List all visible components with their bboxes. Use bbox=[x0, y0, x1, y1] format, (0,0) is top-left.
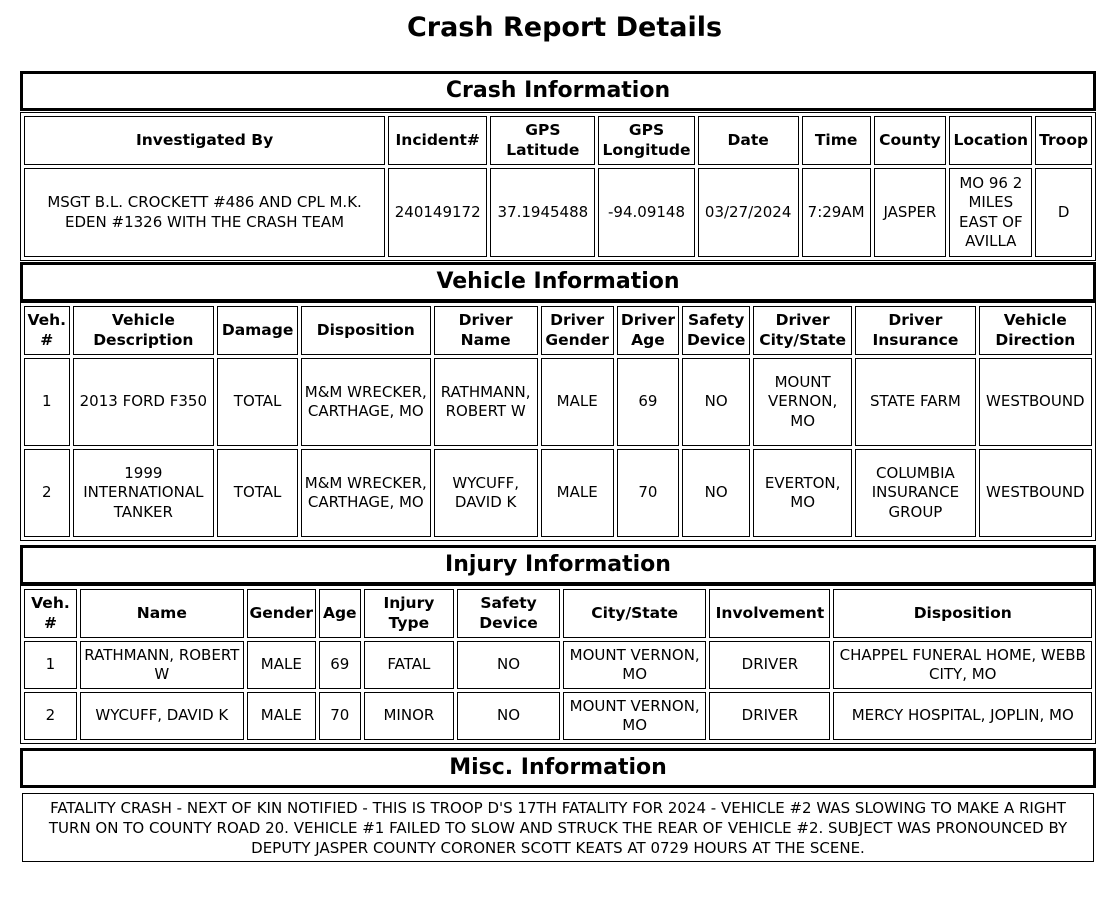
crash-information-table bbox=[20, 112, 1096, 261]
header-vehicle-description: Vehicle Description bbox=[73, 306, 215, 355]
header-age: Age bbox=[319, 589, 361, 638]
county-value: JASPER bbox=[874, 168, 947, 257]
table-header-row bbox=[24, 306, 1092, 355]
person-name: RATHMANN, ROBERT W bbox=[80, 641, 244, 689]
veh-number: 1 bbox=[24, 641, 77, 689]
city-state: MOUNT VERNON, MO bbox=[563, 692, 706, 740]
table-header-row bbox=[24, 116, 1092, 165]
table-row bbox=[24, 641, 1092, 689]
driver-gender: MALE bbox=[541, 358, 614, 446]
troop-value: D bbox=[1035, 168, 1092, 257]
header-name: Name bbox=[80, 589, 244, 638]
header-driver-gender: Driver Gender bbox=[541, 306, 614, 355]
table-row bbox=[24, 358, 1092, 446]
safety-device: NO bbox=[682, 449, 750, 537]
city-state: MOUNT VERNON, MO bbox=[563, 641, 706, 689]
header-driver-age: Driver Age bbox=[617, 306, 680, 355]
header-date: Date bbox=[698, 116, 799, 165]
disposition: CHAPPEL FUNERAL HOME, WEBB CITY, MO bbox=[833, 641, 1092, 689]
disposition: M&M WRECKER, CARTHAGE, MO bbox=[301, 358, 430, 446]
header-city-state: City/State bbox=[563, 589, 706, 638]
header-investigated-by: Investigated By bbox=[24, 116, 385, 165]
safety-device: NO bbox=[457, 641, 560, 689]
injury-information-table bbox=[20, 585, 1096, 744]
misc-information-heading: Misc. Information bbox=[20, 748, 1096, 788]
vehicle-direction: WESTBOUND bbox=[979, 449, 1092, 537]
disposition: MERCY HOSPITAL, JOPLIN, MO bbox=[833, 692, 1092, 740]
page-title: Crash Report Details bbox=[406, 12, 723, 43]
driver-insurance: STATE FARM bbox=[855, 358, 975, 446]
time-value: 7:29AM bbox=[802, 168, 871, 257]
driver-age: 70 bbox=[617, 449, 680, 537]
vehicle-description: 2013 FORD F350 bbox=[73, 358, 215, 446]
table-row bbox=[24, 692, 1092, 740]
safety-device: NO bbox=[457, 692, 560, 740]
vehicle-description: 1999 INTERNATIONAL TANKER bbox=[73, 449, 215, 537]
age: 70 bbox=[319, 692, 361, 740]
header-disposition: Disposition bbox=[833, 589, 1092, 638]
veh-number: 2 bbox=[24, 449, 70, 537]
misc-information-text: FATALITY CRASH - NEXT OF KIN NOTIFIED - THIS IS TROOP D'S 17TH FATALITY FOR 2024 - VEHICLE #2 WAS SLOWING TO MAKE A RIGHT TURN ON TO COUNTY ROAD 20. VEHICLE #1 FAILED TO SLOW AND STRUCK THE REAR OF VEHICLE #2. SUBJECT WAS PRONOUNCED BY DEPUTY JASPER COUNTY CORONER SCOTT KEATS AT 0729 HOURS AT THE SCENE. bbox=[22, 793, 1094, 862]
header-gender: Gender bbox=[247, 589, 316, 638]
vehicle-direction: WESTBOUND bbox=[979, 358, 1092, 446]
header-involvement: Involvement bbox=[709, 589, 830, 638]
veh-number: 2 bbox=[24, 692, 77, 740]
veh-number: 1 bbox=[24, 358, 70, 446]
header-safety-device: Safety Device bbox=[682, 306, 750, 355]
driver-name: WYCUFF, DAVID K bbox=[434, 449, 538, 537]
gender: MALE bbox=[247, 641, 316, 689]
incident-value: 240149172 bbox=[388, 168, 487, 257]
header-vehicle-direction: Vehicle Direction bbox=[979, 306, 1092, 355]
header-gps-longitude: GPS Longitude bbox=[598, 116, 694, 165]
person-name: WYCUFF, DAVID K bbox=[80, 692, 244, 740]
disposition: M&M WRECKER, CARTHAGE, MO bbox=[301, 449, 430, 537]
location-value: MO 96 2 MILES EAST OF AVILLA bbox=[949, 168, 1032, 257]
date-value: 03/27/2024 bbox=[698, 168, 799, 257]
involvement: DRIVER bbox=[709, 641, 830, 689]
vehicle-information-table bbox=[20, 302, 1096, 541]
header-incident: Incident# bbox=[388, 116, 487, 165]
table-row bbox=[24, 449, 1092, 537]
header-time: Time bbox=[802, 116, 871, 165]
investigated-by-value: MSGT B.L. CROCKETT #486 AND CPL M.K. EDEN #1326 WITH THE CRASH TEAM bbox=[24, 168, 385, 257]
driver-name: RATHMANN, ROBERT W bbox=[434, 358, 538, 446]
damage: TOTAL bbox=[217, 449, 298, 537]
table-row bbox=[24, 168, 1092, 257]
header-county: County bbox=[874, 116, 947, 165]
driver-city-state: MOUNT VERNON, MO bbox=[753, 358, 852, 446]
vehicle-information-heading: Vehicle Information bbox=[20, 262, 1096, 302]
table-header-row bbox=[24, 589, 1092, 638]
driver-gender: MALE bbox=[541, 449, 614, 537]
crash-information-heading: Crash Information bbox=[20, 71, 1096, 111]
gps-longitude-value: -94.09148 bbox=[598, 168, 694, 257]
damage: TOTAL bbox=[217, 358, 298, 446]
header-troop: Troop bbox=[1035, 116, 1092, 165]
header-veh: Veh. # bbox=[24, 589, 77, 638]
header-location: Location bbox=[949, 116, 1032, 165]
header-driver-name: Driver Name bbox=[434, 306, 538, 355]
header-damage: Damage bbox=[217, 306, 298, 355]
injury-information-heading: Injury Information bbox=[20, 545, 1096, 585]
gender: MALE bbox=[247, 692, 316, 740]
header-driver-city-state: Driver City/State bbox=[753, 306, 852, 355]
involvement: DRIVER bbox=[709, 692, 830, 740]
driver-city-state: EVERTON, MO bbox=[753, 449, 852, 537]
driver-insurance: COLUMBIA INSURANCE GROUP bbox=[855, 449, 975, 537]
header-disposition: Disposition bbox=[301, 306, 430, 355]
age: 69 bbox=[319, 641, 361, 689]
gps-latitude-value: 37.1945488 bbox=[490, 168, 595, 257]
header-injury-type: Injury Type bbox=[364, 589, 455, 638]
driver-age: 69 bbox=[617, 358, 680, 446]
injury-type: MINOR bbox=[364, 692, 455, 740]
header-veh: Veh. # bbox=[24, 306, 70, 355]
injury-type: FATAL bbox=[364, 641, 455, 689]
header-safety-device: Safety Device bbox=[457, 589, 560, 638]
header-gps-latitude: GPS Latitude bbox=[490, 116, 595, 165]
safety-device: NO bbox=[682, 358, 750, 446]
header-driver-insurance: Driver Insurance bbox=[855, 306, 975, 355]
